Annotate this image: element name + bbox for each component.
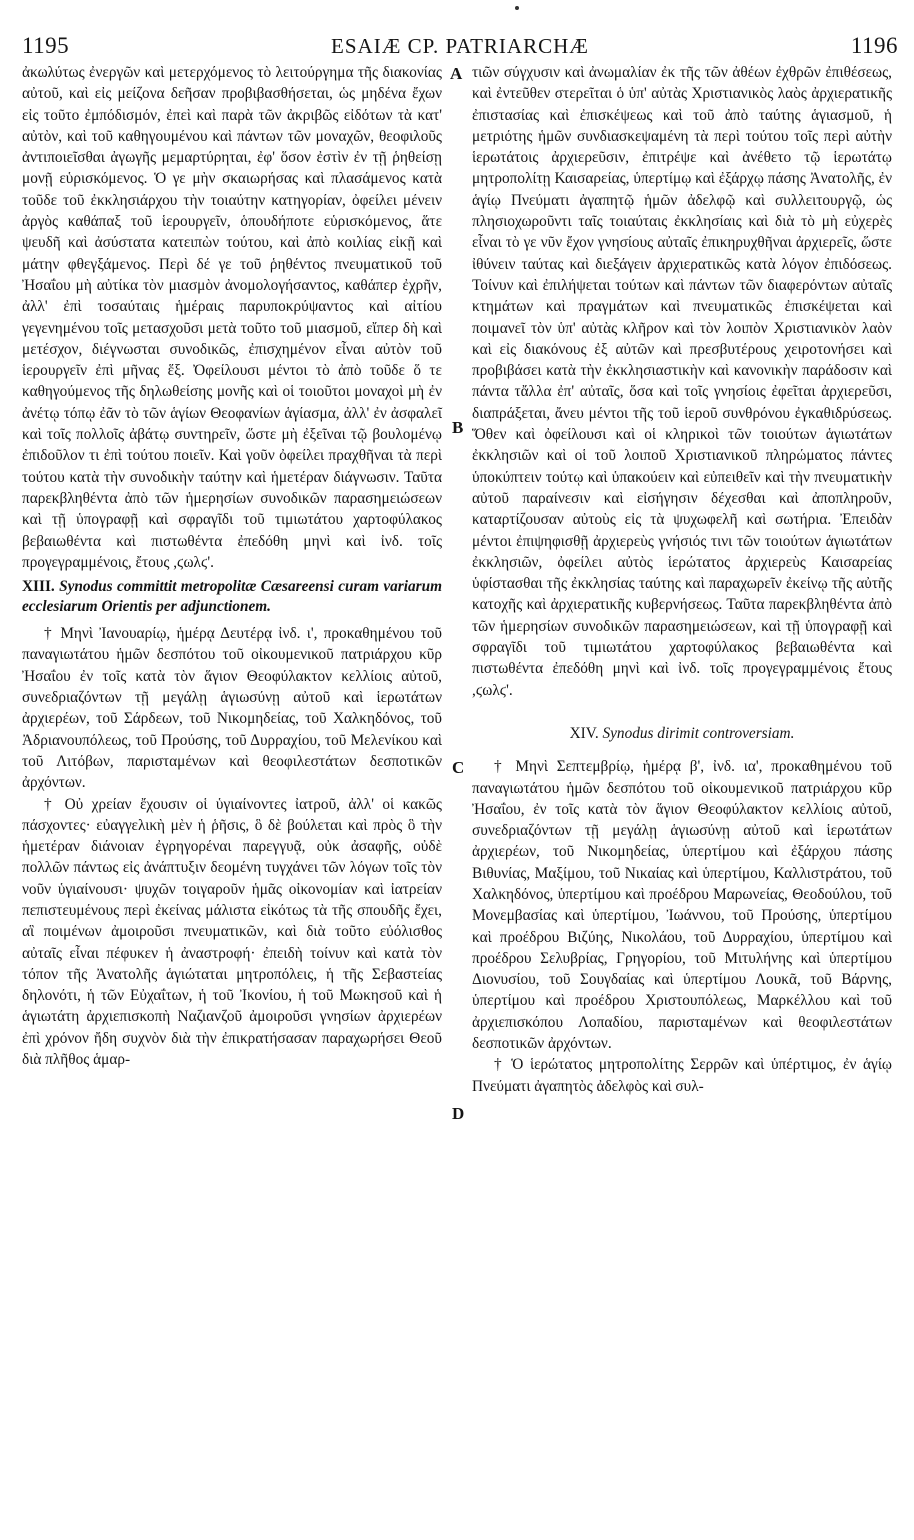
margin-letter-d: D bbox=[452, 1104, 465, 1123]
left-column bbox=[22, 62, 442, 1070]
running-title: ESAIÆ CP. PATRIARCHÆ bbox=[331, 33, 589, 58]
margin-letter-b: B bbox=[452, 418, 464, 437]
print-speck bbox=[515, 6, 519, 10]
section-xiii-title: Synodus committit metropolitæ Cæsareensi curam variarum ecclesiarum Orientis per adjunctionem. bbox=[22, 578, 442, 616]
section-xiv-title: Synodus dirimit controversiam. bbox=[602, 724, 795, 742]
margin-letter-a: A bbox=[450, 64, 463, 83]
left-paragraph-3: † Οὐ χρείαν ἔχουσιν οἱ ὑγιαίνοντες ἰατροῦ, ἀλλ' οἱ κακῶς πάσχοντες· εὐαγγελικὴ μὲν ἡ ῥῆσις, ὃ δὲ βούλεται καὶ πρὸς ὃ τὴν ἡμετέραν διάνοιαν ἐγρηγορέναι παρεγγυᾷ, οὐκ ἀσαφῆς, οὐδὲ πολλῶν πάντως εἰς ἀνάπτυξιν δεομένη τυγχάνει τῶν λόγων τοῖς τὸν νοῦν ὑγιαίνουσι· ψυχῶν τοιγαροῦν ἡμᾶς οἰκονομίαν καὶ ἰατρείαν πεπιστευμένους περὶ ἐκείνας μάλιστα εἰκότως τὰ τῆς σπουδῆς ἔχει, αἳ ποιμένων ἀμοιροῦσι πνευματικῶν, καὶ διὰ τοῦτο εὐόλισθος αὐταῖς εἶναι πέφυκεν ἡ ἀναστροφή· ἐπειδὴ τοίνυν καὶ κατὰ τὸν τόπον τῆς Ἀνατολῆς ἁγιώταται μητροπόλεις, ἡ τῆς Σεβαστείας δηλονότι, ἡ τῶν Εὐχαΐτων, ἡ τοῦ Ἰκονίου, ἡ τοῦ Μωκησοῦ καὶ ἡ ἁγιωτάτη ἀρχιεπισκοπὴ Ναζιανζοῦ ἀμοιροῦσι γνησίων ἀρχιερέων ἐπὶ χρόνον ἤδη συχνὸν διὰ τὴν ἐπικρατήσασαν παραχωρήσει Θεοῦ διὰ πλῆθος ἁμαρ- bbox=[22, 795, 442, 1069]
section-xiii-number: XIII. bbox=[22, 578, 55, 596]
left-paragraph-1: ἀκωλύτως ἐνεργῶν καὶ μετερχόμενος τὸ λειτούργημα τῆς διακονίας αὐτοῦ, καὶ εἰς μείζονα δεῆσαν προβιβασθήσεται, ὡς μηδένα ἔχων εἰς τοῦτο ἐμπόδισμόν, ἐπεὶ καὶ παρὰ τῶν ἀκριβῶς εἰδότων τὰ κατ' αὐτὸν, καὶ τοῦ καθηγουμένου καὶ πάντων τῶν μοναχῶν, θεοφιλοῦς ἀντιποιεῖσθαι ἀγωγῆς μεμαρτύρηται, ἐφ' ὅσον ἐστὶν ἐν τῇ ῥηθείσῃ μονῇ εὑρισκόμενος. Ὁ γε μὴν σκαιωρήσας καὶ πλασάμενος κατὰ τοῦδε τοῦ ἐκκλησιάρχου τὴν τοιαύτην κατηγορίαν, ὀφείλει μένειν ἀργὸς καθάπαξ τοῦ ἱερουργεῖν, ὁπουδήποτε εὑρισκόμενος, ἅτε ψευδῆ καὶ ἀσύστατα κατειπὼν τούτου, καὶ ἀπὸ κοιλίας εἰκῇ καὶ μάτην φθεγξάμενος. Περὶ δέ γε τοῦ ῥηθέντος πνευματικοῦ τοῦ Ἠσαΐου μὴ αὐτίκα τὸν μιασμὸν ἀνομολογήσαντος, καθάπερ ἐχρῆν, ἀλλ' ἐπὶ τοσαύταις ἡμέραις παρυποκρύψαντος καὶ αἰτίου γεγενημένου τοῖς μετασχοῦσι μετὰ τοῦτο τοῦ μιασμοῦ, εἴπερ δὴ καὶ μετέσχον, διέγνωσται συνοδικῶς, ἐπισχημένον εἶναι αὐτὸν τοῦ ἱερουργεῖν ἐπὶ μῆνας ἕξ. Ὀφείλουσι μέντοι τὸ ἀπὸ τοῦδε ὅ τε καθηγούμενος τῆς δηλωθείσης μονῆς καὶ οἱ τοιοῦτοι μοναχοὶ μὴ ἐν ἀνέτῳ τόπῳ ἐᾶν τὸ τῶν ἁγίων Θεοφανίων ἁγίασμα, ἀλλ' ἐν ἀσφαλεῖ καὶ τοῖς πολλοῖς ἀβάτῳ συντηρεῖν, ὥστε μὴ ἐξεῖναι τῷ βουλομένῳ ἐπιδοῦλον τι ἐπὶ τούτου ποιεῖν. Καὶ γοῦν ὀφείλει πραχθῆναι τὰ περὶ τούτου κατὰ τὴν συνοδικὴν ταύτην καὶ ἡμετέραν διάγνωσιν. Ταῦτα παρεκβληθέντα ἀπὸ τῶν ἡμερησίων συνοδικῶν παρασημειώσεων καὶ τῇ ὑπογραφῇ καὶ σφραγῖδι τοῦ τιμιωτάτου χαρτοφύλακος βεβαιωθέντα καὶ πιστωθέντα ἐπεδόθη μηνὶ καὶ ἰνδ. τοῖς προγεγραμμένοις, ἔτους ,ϛωλϛ'. bbox=[22, 64, 442, 571]
section-xiv-number: XIV. bbox=[569, 724, 599, 742]
right-paragraph-3: † Ὁ ἱερώτατος μητροπολίτης Σερρῶν καὶ ὑπέρτιμος, ἐν ἁγίῳ Πνεύματι ἀγαπητὸς ἀδελφὸς καὶ συλ- bbox=[472, 1056, 892, 1095]
right-paragraph-1: τιῶν σύγχυσιν καὶ ἀνωμαλίαν ἐκ τῆς τῶν ἀθέων ἐχθρῶν ἐπιθέσεως, καὶ ἐντεῦθεν στερεῖται ὁ ὑπ' αὐτὰς Χριστιανικὸς λαὸς ἀρχιερατικῆς ἐπιστασίας καὶ ἐπισκέψεως καὶ τοῦ ἀπὸ ταύτης ἁγιασμοῦ, ἡ μετριότης ἡμῶν συνδιασκεψαμένη τὰ περὶ τούτου τοῖς περὶ αὐτὴν ἱερωτάτοις ἀρχιερεῦσιν, ἐπιτρέψε καὶ ἀνέθετο τῷ ἱερωτάτῳ μητροπολίτῃ Καισαρείας, ὑπερτίμῳ καὶ ἐξάρχῳ πάσης Ἀνατολῆς, ἐν ἁγίῳ Πνεύματι ἀγαπητῷ ἡμῶν ἀδελφῷ καὶ συλλειτουργῷ, ὡς πλησιοχωροῦντι ταῖς τοιαύταις ἐκκλησίαις καὶ διὰ τὸ μὴ εὐχερὲς εἶναι τὸ γε νῦν ἔχον γνησίους αὐταῖς ἐπικηρυχθῆναι ἀρχιερεῖς, ὥστε ἰθύνειν ταύτας καὶ διεξάγειν ἀρχιερατικῶς κατὰ λόγον ἐπιδόσεως. Τοίνυν καὶ ἐπιλήψεται τούτων καὶ πάντων τῶν διαφερόντων αὐταῖς κτημάτων καὶ πραγμάτων καὶ πνευματικῶς ἐπισκέψεται καὶ ποιμανεῖ τὸν ὑπ' αὐτὰς κλῆρον καὶ τὸν λοιπὸν Χριστιανικὸν λαὸν καὶ εἰς διακόνους ἐξ αὐτῶν καὶ πρεσβυτέρους χειροτονήσει καὶ προβιβάσει κατὰ τὴν ἐκκλησιαστικὴν καὶ κανονικὴν παράδοσιν καὶ πάντα τἄλλα ἐπ' αὐταῖς, ὅσα καὶ τοῖς γνησίοις ἐφεῖται ἀρχιερεῦσι, διαπράξεται, ἄνευ μέντοι τῆς τοῦ ἱεροῦ συνθρόνου ἐγκαθιδρύσεως. Ὅθεν καὶ ὀφείλουσι καὶ οἱ κληρικοὶ τῶν τοιούτων ἁγιωτάτων ἐκκλησιῶν καὶ οἱ τοῦ λοιποῦ Χριστιανικοῦ πληρώματος πάντες ὑποκύπτειν τούτῳ καὶ ὑπακούειν καὶ εὐπειθεῖν καὶ τὴν πνευματικὴν αὐτοῦ παραίνεσιν καὶ εἰσήγησιν δέχεσθαι καὶ ἀποπληροῦν, καταρτίζουσαν αὐτοὺς εἰς τὰ ψυχωφελῆ καὶ σωτήρια. Ἐπειδὰν μέντοι ἐπιψηφισθῇ ἀρχιερεὺς γνήσιός τινι τῶν τοιούτων ἁγιωτάτων ἐκκλησιῶν, ὀφείλει αὐτὸς ἱερώτατος ἀρχιερεὺς Καισαρείας ὑφίστασθαι τῆς ἐκκλησίας ταύτης καὶ παραχωρεῖν ἐκείνῳ τῆς αὐτῆς κατοχῆς καὶ ἀρχιερατικῆς κυβερνήσεως. Ταῦτα παρεκβληθέντα ἀπὸ τῶν ἡμερησίων συνοδικῶν παρασημειώσεων, καὶ τῇ ὑπογραφῇ καὶ σφραγῖδι τοῦ τιμιωτάτου χαρτοφύλακος βεβαιωθέντα καὶ πιστωθέντα ἐπεδόθη μηνὶ καὶ ἰνδ. τοῖς προγεγραμμένοις ἔτους ,ϛωλϛ'. bbox=[472, 64, 892, 699]
section-xiii-heading bbox=[22, 577, 442, 617]
page-number-right: 1196 bbox=[850, 33, 898, 58]
page-number-left: 1195 bbox=[22, 33, 70, 58]
left-paragraph-2: † Μηνὶ Ἰανουαρίῳ, ἡμέρᾳ Δευτέρᾳ ἰνδ. ι', προκαθημένου τοῦ παναγιωτάτου ἡμῶν δεσπότου τοῦ οἰκουμενικοῦ πατριάρχου κῦρ Ἠσαΐου ἐν τοῖς κατὰ τὸν ἅγιον Θεοφύλακτον κελλίοις αὐτοῦ, συνεδριαζόντων τῇ μεγάλῃ ἁγιωσύνῃ αὐτοῦ καὶ ἱερωτάτων ἀρχιερέων, τοῦ Σάρδεων, τοῦ Νικομηδείας, τοῦ Χαλκηδόνος, τοῦ Ἀδριανουπόλεως, τοῦ Προύσης, τοῦ Δυρραχίου, τοῦ Μελενίκου καὶ τοῦ Λιτόβων, παρισταμένων καὶ θεοφιλεστάτων δεσποτικῶν ἀρχόντων. bbox=[22, 625, 442, 792]
running-header bbox=[22, 28, 898, 64]
right-column bbox=[472, 62, 892, 1097]
section-xiv-heading bbox=[472, 723, 892, 744]
margin-letter-c: C bbox=[452, 758, 465, 777]
right-paragraph-2: † Μηνὶ Σεπτεμβρίῳ, ἡμέρᾳ β', ἰνδ. ια', προκαθημένου τοῦ παναγιωτάτου ἡμῶν δεσπότου τοῦ οἰκουμενικοῦ πατριάρχου κῦρ Ἠσαΐου, ἐν τοῖς κατὰ τὸν ἅγιον Θεοφύλακτον κελλίοις αὐτοῦ, συνεδριαζόντων τῇ μεγάλῃ ἁγιωσύνῃ αὐτοῦ καὶ ἱερωτάτων ἀρχιερέων, τοῦ Νικομηδείας, ὑπερτίμου καὶ ἐξάρχου πάσης Βιθυνίας, Μαξίμου, τοῦ Νικαίας καὶ ὑπερτίμου, Καλλιστράτου, τοῦ Χαλκηδόνος, ὑπερτίμου καὶ προέδρου Μαρωνείας, Θεοδούλου, τοῦ Μονεμβασίας καὶ ὑπερτίμου, Ἰωάννου, τοῦ Προύσης, ὑπερτίμου καὶ προέδρου Βιζύης, Νικολάου, τοῦ Δυρραχίου, ὑπερτίμου καὶ προέδρου Σελυβρίας, Γρηγορίου, τοῦ Μιτυλήνης καὶ ὑπερτίμου Διονυσίου, τοῦ Σουγδαίας καὶ ὑπερτίμου Λουκᾶ, τοῦ Βάρνης, ὑπερτίμου καὶ προέδρου Χριστουπόλεως, Μαρκέλλου καὶ τοῦ ἀρχιεπισκόπου Λοπαδίου, παρισταμένων καὶ θεοφιλεστάτων δεσποτικῶν ἀρχόντων. bbox=[472, 758, 892, 1053]
